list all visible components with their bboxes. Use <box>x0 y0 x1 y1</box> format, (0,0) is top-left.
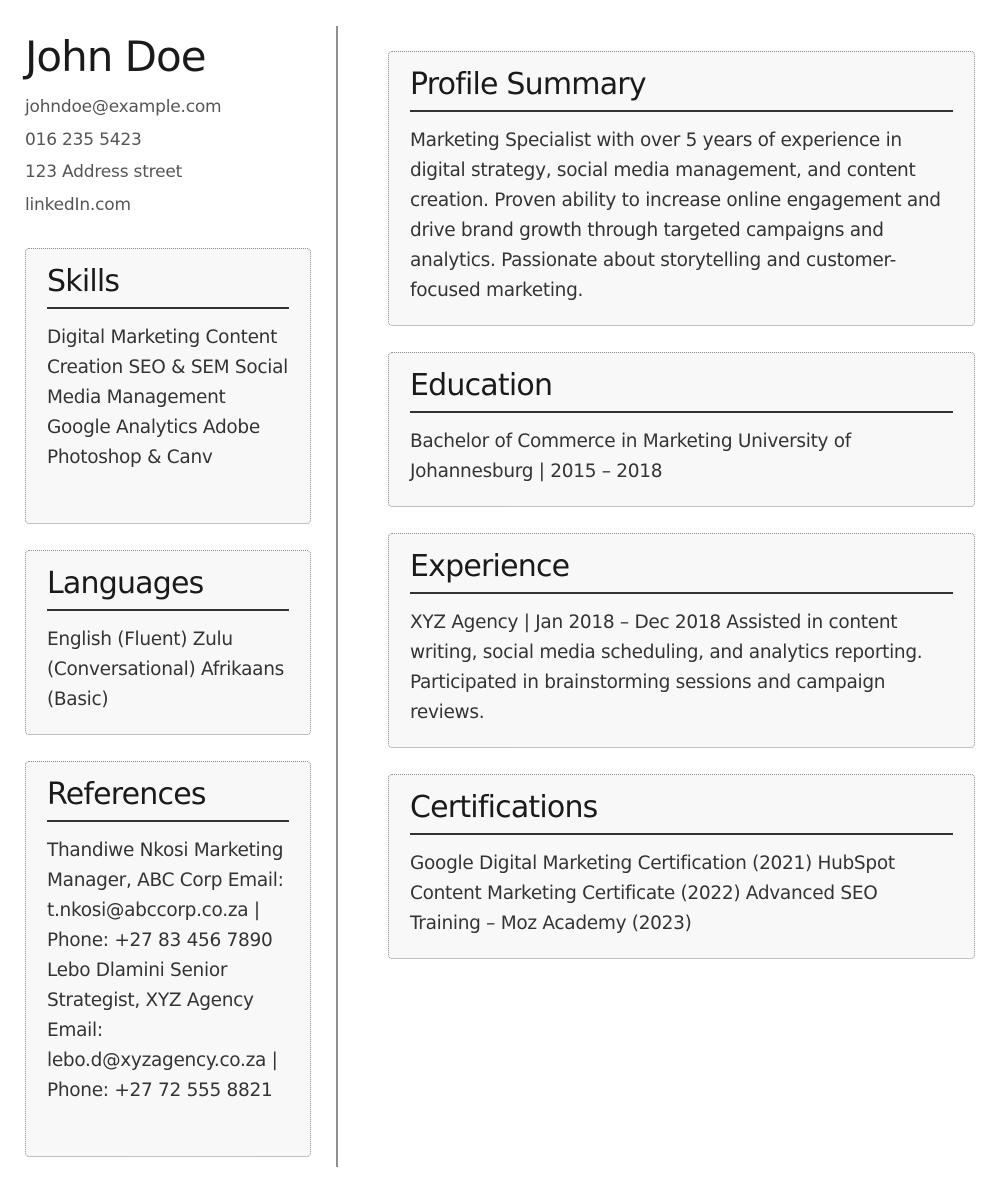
main-content <box>388 51 975 959</box>
candidate-name: John Doe <box>25 32 206 81</box>
certifications-heading: Certifications <box>410 789 953 835</box>
certifications-text: Google Digital Marketing Certification (2021) HubSpot Content Marketing Certificate (2022) Advanced SEO Training – Moz Academy (2023) <box>410 853 895 934</box>
profile-summary-heading: Profile Summary <box>410 66 953 112</box>
languages-section <box>25 550 311 735</box>
education-heading: Education <box>410 367 953 413</box>
column-divider <box>336 26 338 1167</box>
languages-text: English (Fluent) Zulu (Conversational) Afrikaans (Basic) <box>47 628 284 710</box>
experience-text: XYZ Agency | Jan 2018 – Dec 2018 Assisted in content writing, social media scheduling, and analytics reporting. Participated in brainstorming sessions and campaign reviews. <box>410 612 923 723</box>
references-heading: References <box>47 776 289 822</box>
contact-linkedin: linkedIn.com <box>25 195 131 216</box>
references-text: Thandiwe Nkosi Marketing Manager, ABC Corp Email: t.nkosi@abccorp.co.za | Phone: +27 83 456 7890 Lebo Dlamini Senior Strategist, XYZ Agency Email: lebo.d@xyzagency.co.za | Phone: +27 72 555 8821 <box>47 839 284 1101</box>
contact-email: johndoe@example.com <box>25 97 222 117</box>
skills-text: Digital Marketing Content Creation SEO & SEM Social Media Management Google Analytics Adobe Photoshop & Canv <box>47 326 288 468</box>
education-text: Bachelor of Commerce in Marketing University of Johannesburg | 2015 – 2018 <box>410 431 852 482</box>
profile-summary-text: Marketing Specialist with over 5 years of experience in digital strategy, social media management, and content creation. Proven ability to increase online engagement and drive brand growth through targeted campaigns and analytics. Passionate about storytelling and customer-focused marketing. <box>410 130 941 301</box>
profile-summary-section <box>388 51 975 326</box>
experience-section <box>388 533 975 748</box>
contact-info <box>25 91 311 222</box>
sidebar <box>25 30 311 1157</box>
skills-section <box>25 248 311 524</box>
education-section <box>388 352 975 507</box>
certifications-section <box>388 774 975 959</box>
experience-heading: Experience <box>410 548 953 594</box>
languages-heading: Languages <box>47 565 289 611</box>
references-section <box>25 761 311 1157</box>
contact-phone: 016 235 5423 <box>25 129 142 150</box>
skills-heading: Skills <box>47 263 289 309</box>
contact-address: 123 Address street <box>25 162 183 183</box>
